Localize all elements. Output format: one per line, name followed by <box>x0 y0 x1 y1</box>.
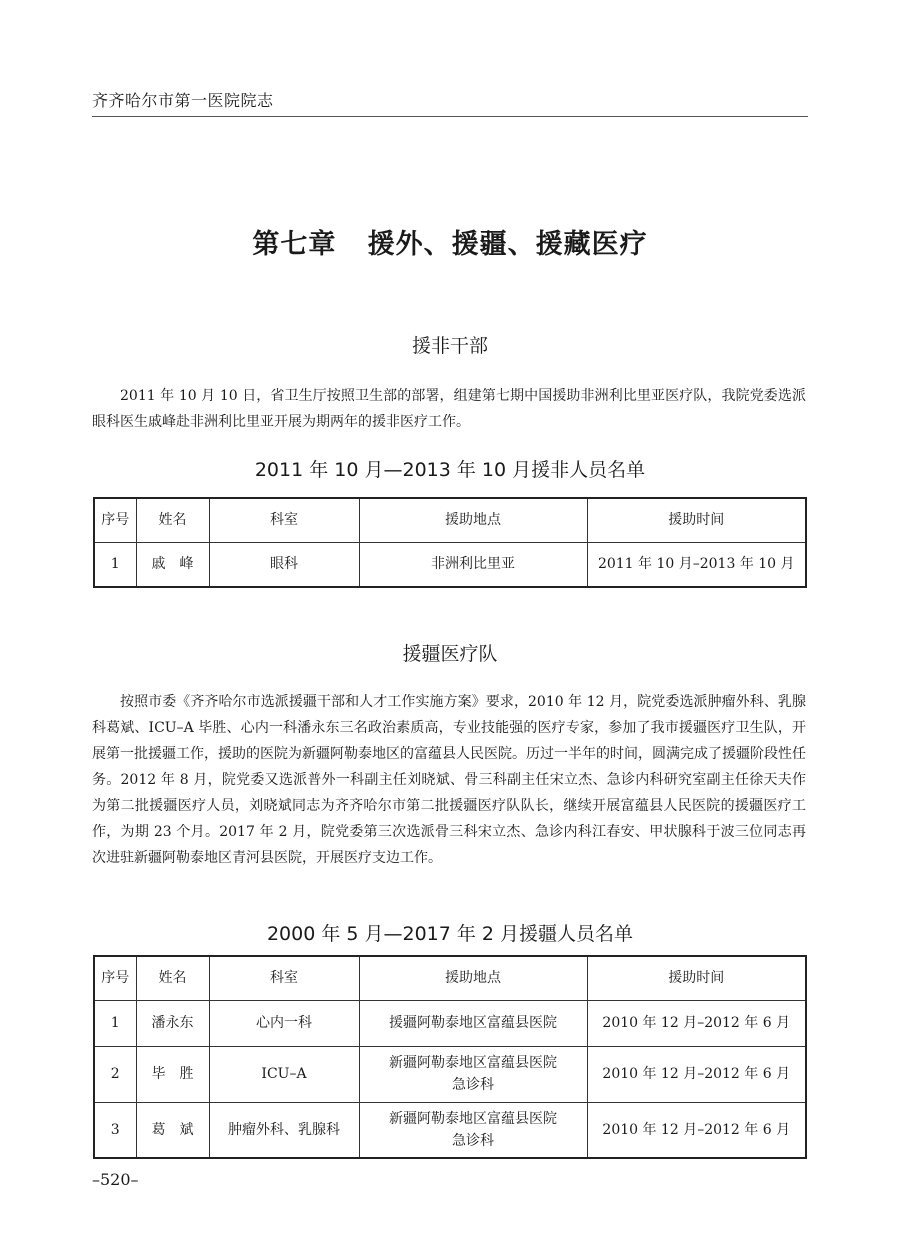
section-title-aid-xinjiang: 援疆医疗队 <box>402 643 498 665</box>
cell-name: 毕 胜 <box>136 1046 209 1102</box>
cell-no: 1 <box>94 542 136 587</box>
cell-dept: ICU–A <box>209 1046 359 1102</box>
col-header-location: 援助地点 <box>359 498 587 542</box>
cell-name: 戚 峰 <box>136 542 209 587</box>
cell-no: 2 <box>94 1046 136 1102</box>
paragraph-aid-africa: 2011 年 10 月 10 日，省卫生厅按照卫生部的部署，组建第七期中国援助非洲利比里亚医疗队，我院党委选派眼科医生戚峰赴非洲利比里亚开展为期两年的援非医疗工作。 <box>92 388 806 430</box>
cell-location: 新疆阿勒泰地区富蕴县医院 急诊科 <box>359 1102 587 1158</box>
header-rule <box>92 116 808 117</box>
cell-dept: 眼科 <box>209 542 359 587</box>
roster-table-xinjiang <box>93 955 807 1159</box>
cell-name: 葛 斌 <box>136 1102 209 1158</box>
cell-location: 新疆阿勒泰地区富蕴县医院 急诊科 <box>359 1046 587 1102</box>
cell-period: 2010 年 12 月–2012 年 6 月 <box>587 1046 806 1102</box>
col-header-dept: 科室 <box>209 956 359 1000</box>
table-row <box>94 542 806 587</box>
cell-no: 3 <box>94 1102 136 1158</box>
cell-no: 1 <box>94 1000 136 1046</box>
col-header-dept: 科室 <box>209 498 359 542</box>
col-header-no: 序号 <box>94 498 136 542</box>
cell-period: 2010 年 12 月–2012 年 6 月 <box>587 1102 806 1158</box>
roster-table-africa <box>93 497 807 588</box>
table-row <box>94 1102 806 1158</box>
paragraph-aid-xinjiang: 按照市委《齐齐哈尔市选派援疆干部和人才工作实施方案》要求，2010 年 12 月，院党委选派肿瘤外科、乳腺科葛斌、ICU–A 毕胜、心内一科潘永东三名政治素质高，专业技能强的医疗专家，参加了我市援疆医疗卫生队，开展第一批援疆工作，援助的医院为新疆阿勒泰地区的富蕴县人民医院。历过一半年的时间，圆满完成了援疆阶段性任务。2012 年 8 月，院党委又选派普外一科副主任刘晓斌、骨三科副主任宋立杰、急诊内科研究室副主任徐天夫作为第二批援疆医疗人员，刘晓斌同志为齐齐哈尔市第二批援疆医疗队队长，继续开展富蕴县人民医院的援疆医疗工作，为期 23 个月。2017 年 2 月，院党委第三次选派骨三科宋立杰、急诊内科江春安、甲状腺科于波三位同志再次进驻新疆阿勒泰地区青河县医院，开展医疗支边工作。 <box>92 694 806 866</box>
cell-name: 潘永东 <box>136 1000 209 1046</box>
cell-period: 2011 年 10 月–2013 年 10 月 <box>587 542 806 587</box>
cell-location: 援疆阿勒泰地区富蕴县医院 <box>359 1000 587 1046</box>
chapter-title: 第七章 援外、援疆、援藏医疗 <box>252 229 648 260</box>
table-row <box>94 1046 806 1102</box>
table-title-aid-africa: 2011 年 10 月—2013 年 10 月援非人员名单 <box>254 459 646 481</box>
col-header-period: 援助时间 <box>587 956 806 1000</box>
cell-dept: 心内一科 <box>209 1000 359 1046</box>
table-title-aid-xinjiang: 2000 年 5 月—2017 年 2 月援疆人员名单 <box>266 923 634 945</box>
section-title-aid-africa: 援非干部 <box>411 335 488 357</box>
cell-dept: 肿瘤外科、乳腺科 <box>209 1102 359 1158</box>
cell-location: 非洲利比里亚 <box>359 542 587 587</box>
col-header-name: 姓名 <box>136 498 209 542</box>
col-header-name: 姓名 <box>136 956 209 1000</box>
col-header-period: 援助时间 <box>587 498 806 542</box>
cell-period: 2010 年 12 月–2012 年 6 月 <box>587 1000 806 1046</box>
table-header-row <box>94 498 806 542</box>
page-number: –520– <box>92 1170 139 1189</box>
col-header-location: 援助地点 <box>359 956 587 1000</box>
running-header: 齐齐哈尔市第一医院院志 <box>92 91 274 110</box>
table-header-row <box>94 956 806 1000</box>
table-row <box>94 1000 806 1046</box>
col-header-no: 序号 <box>94 956 136 1000</box>
